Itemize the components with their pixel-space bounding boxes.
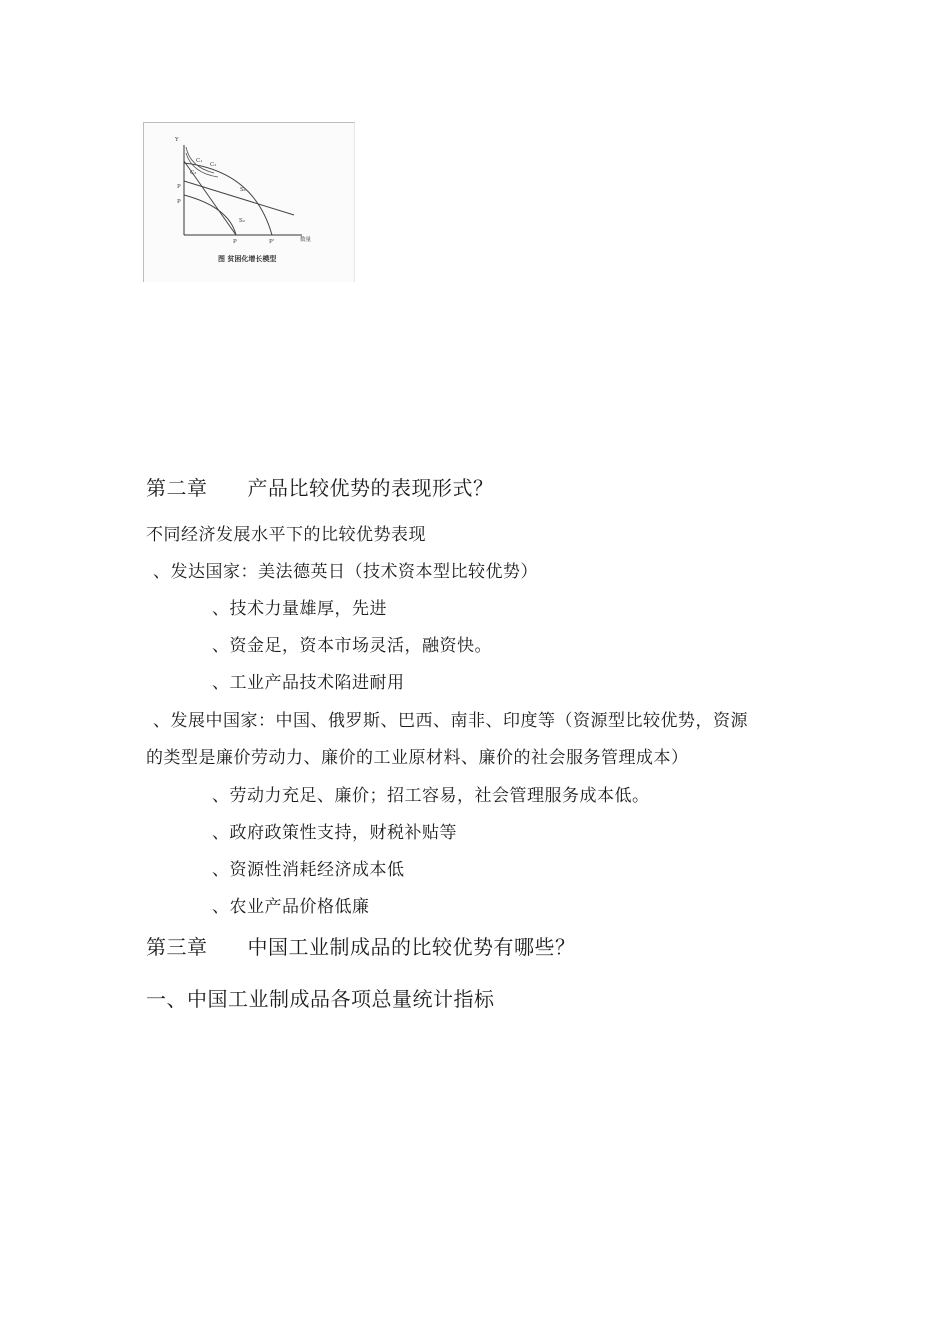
- developing-item: 、资源性消耗经济成本低: [212, 860, 405, 880]
- label-x-p: P: [233, 239, 237, 245]
- label-p-upper: P: [177, 184, 181, 190]
- section1-heading: 一、中国工业制成品各项总量统计指标: [146, 987, 495, 1011]
- x-axis-label: 数量: [300, 237, 312, 243]
- chapter2-heading: [146, 472, 494, 501]
- developed-countries-heading: 、发达国家：美法德英日（技术资本型比较优势）: [153, 562, 538, 582]
- y-axis-label: Y: [175, 137, 179, 143]
- developing-item: 、政府政策性支持，财税补贴等: [212, 823, 457, 843]
- figure-caption: 图 贫困化增长模型: [218, 255, 277, 263]
- developed-item: 、工业产品技术陷进耐用: [212, 673, 405, 693]
- developing-item: 、劳动力充足、廉价；招工容易，社会管理服务成本低。: [212, 786, 650, 806]
- label-c1: C₁: [196, 158, 203, 164]
- growth-model-figure: [143, 122, 355, 282]
- terms-of-trade-line: [184, 181, 294, 215]
- chapter2-title: 产品比较优势的表现形式？: [247, 476, 494, 500]
- chapter2-number: 第二章: [146, 476, 208, 500]
- label-c2: C₂: [210, 162, 217, 168]
- chapter3-number: 第三章: [146, 935, 208, 959]
- label-s1: S₁: [240, 187, 246, 193]
- intro-paragraph: 不同经济发展水平下的比较优势表现: [146, 525, 426, 545]
- developing-item: 、农业产品价格低廉: [212, 897, 370, 917]
- figure-graph: [144, 123, 356, 283]
- label-p-lower: P: [177, 199, 181, 205]
- developed-item: 、技术力量雄厚，先进: [212, 599, 387, 619]
- developing-countries-heading: 、发展中国家：中国、俄罗斯、巴西、南非、印度等（资源型比较优势，资源: [153, 711, 748, 731]
- chapter3-title: 中国工业制成品的比较优势有哪些？: [247, 935, 576, 959]
- developed-item: 、资金足，资本市场灵活，融资快。: [212, 636, 492, 656]
- label-x-p-prime: P': [269, 239, 275, 245]
- label-c3: C₃: [190, 170, 197, 176]
- developing-countries-heading-cont: 的类型是廉价劳动力、廉价的工业原材料、廉价的社会服务管理成本）: [146, 748, 689, 768]
- chapter3-heading: [146, 931, 576, 960]
- inner-ppf-curve: [184, 195, 236, 235]
- label-s2: S₂: [239, 218, 245, 224]
